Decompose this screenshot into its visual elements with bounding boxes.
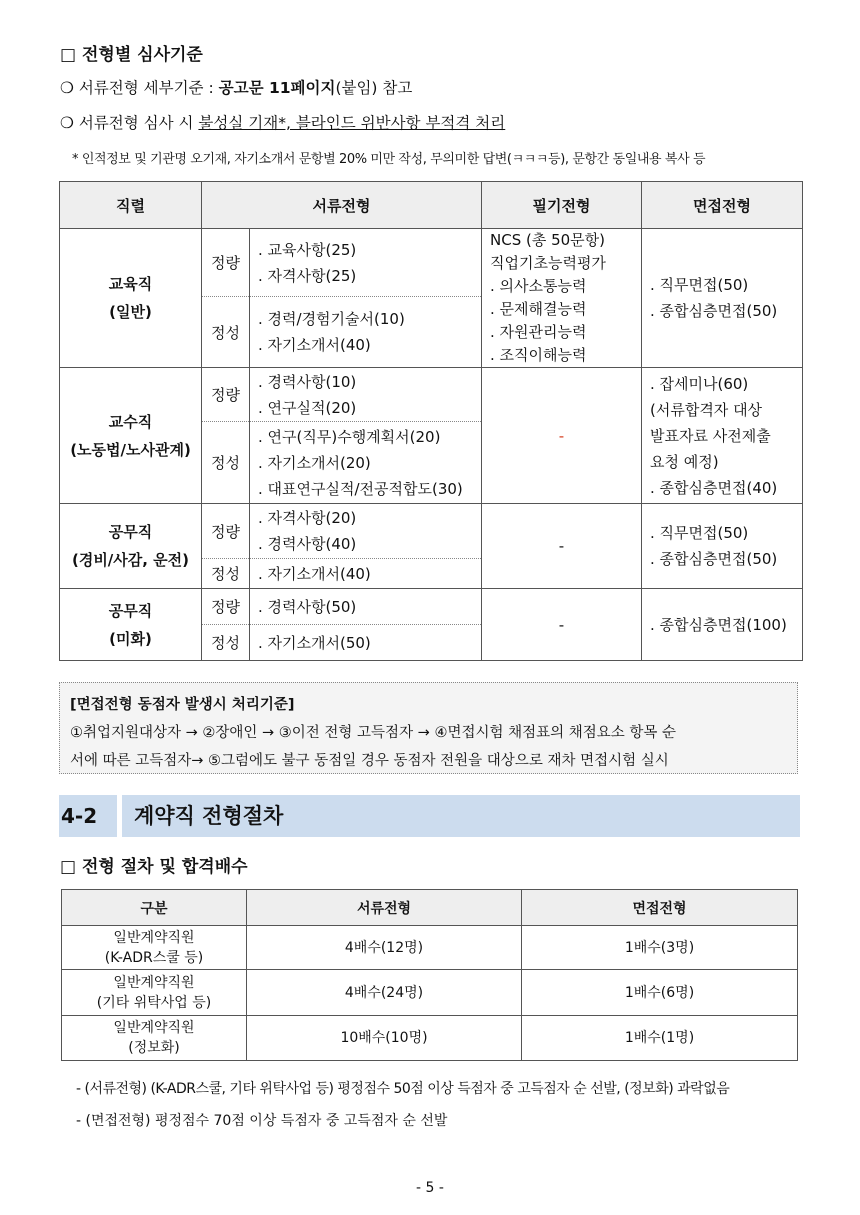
list-item: . 자기소개서(40) [258, 336, 371, 355]
note-document-selection: - (서류전형) (K-ADR스쿨, 기타 위탁사업 등) 평정점수 50점 이상 득점자 중 고득점자 순 선발, (정보화) 과락없음 [76, 1081, 730, 1097]
header-written: 필기전형 [482, 182, 642, 229]
doc-cell: 4배수(24명) [247, 970, 522, 1016]
list-item: . 경력사항(40) [258, 535, 357, 553]
doc-cell: 4배수(12명) [247, 926, 522, 970]
bullet-document-criteria-prefix: ❍ 서류전형 세부기준 : [60, 79, 219, 97]
qual-items [250, 297, 482, 368]
category-name: 일반계약직원 [113, 1020, 195, 1036]
list-item: 발표자료 사전제출 [650, 426, 771, 445]
job-name: 공무직 [108, 601, 153, 620]
interview-cell [642, 589, 803, 661]
category-sub: (정보화) [128, 1040, 180, 1056]
category-cell [62, 970, 247, 1016]
list-item: . 자기소개서(50) [258, 633, 371, 652]
list-item: . 경력/경험기술서(10) [258, 310, 405, 329]
qual-label: 정성 [202, 297, 250, 368]
table-row [62, 1016, 798, 1061]
list-item: . 종합심층면접(50) [650, 550, 778, 568]
list-item: . 경력사항(50) [258, 597, 357, 616]
bullet-document-criteria-suffix: (붙임) 참고 [335, 79, 413, 97]
bullet-document-criteria-bold: 공고문 11페이지 [218, 79, 336, 97]
list-item: . 종합심층면접(50) [650, 302, 778, 320]
list-item: . 연구실적(20) [258, 398, 357, 417]
job-sub: (미화) [109, 629, 152, 648]
quant-label: 정량 [202, 368, 250, 422]
interview-cell: 1배수(1명) [522, 1016, 798, 1061]
list-item: . 의사소통능력 [490, 277, 587, 295]
table-header-row [60, 182, 803, 229]
category-cell [62, 1016, 247, 1061]
chapter-number: 4-2 [59, 795, 117, 837]
job-name: 교수직 [108, 412, 153, 431]
list-item: . 조직이해능력 [490, 346, 587, 364]
section-title-screening-criteria: □ 전형별 심사기준 [60, 45, 203, 65]
interview-cell: 1배수(3명) [522, 926, 798, 970]
qual-label: 정성 [202, 559, 250, 589]
job-cell [60, 589, 202, 661]
tiebreak-title: [면접전형 동점자 발생시 처리기준] [70, 697, 295, 713]
doc-cell: 10배수(10명) [247, 1016, 522, 1061]
bullet-disqualification-underlined: 불성실 기재*, 블라인드 위반사항 부적격 처리 [198, 114, 506, 132]
bullet-disqualification-prefix: ❍ 서류전형 심사 시 [60, 114, 199, 132]
header-document: 서류전형 [202, 182, 482, 229]
list-item: . 잡세미나(60) [650, 374, 749, 393]
job-sub: (일반) [109, 303, 152, 321]
chapter-heading [59, 795, 800, 837]
category-sub: (기타 위탁사업 등) [96, 994, 212, 1011]
bullet-document-criteria [60, 76, 412, 98]
category-sub: (K-ADR스쿨 등) [104, 949, 204, 966]
header-job: 직렬 [60, 182, 202, 229]
category-cell [62, 926, 247, 970]
qual-items [250, 559, 482, 589]
interview-cell [642, 229, 803, 368]
contract-procedure-table [61, 889, 798, 1061]
list-item: . 대표연구실적/전공적합도(30) [258, 479, 463, 498]
table-row [60, 589, 803, 625]
job-cell [60, 504, 202, 589]
list-item: . 문제해결능력 [490, 300, 587, 318]
list-item: . 자기소개서(20) [258, 453, 371, 472]
quant-items [250, 589, 482, 625]
list-item: (서류합격자 대상 [650, 400, 763, 419]
table-row [62, 926, 798, 970]
table-row [62, 970, 798, 1016]
job-sub: (경비/사감, 운전) [71, 551, 190, 569]
list-item: . 종합심층면접(40) [650, 478, 778, 497]
list-item: . 자격사항(25) [258, 266, 357, 285]
tiebreak-rule-box [59, 682, 798, 774]
interview-cell: 1배수(6명) [522, 970, 798, 1016]
note-interview-selection: - (면접전형) 평정점수 70점 이상 득점자 중 고득점자 순 선발 [76, 1113, 448, 1129]
header-interview: 면접전형 [522, 890, 798, 926]
written-cell-empty: - [482, 589, 642, 661]
qual-items [250, 422, 482, 504]
written-cell-empty: - [482, 504, 642, 589]
list-item: . 자기소개서(40) [258, 564, 371, 583]
quant-items [250, 229, 482, 297]
tiebreak-line-1: ①취업지원대상자 → ②장애인 → ③이전 전형 고득점자 → ④면접시험 채점표의 채점요소 항목 순 [70, 725, 676, 741]
qual-label: 정성 [202, 625, 250, 661]
list-item: . 직무면접(50) [650, 276, 749, 294]
list-item: . 자격사항(20) [258, 509, 357, 527]
table-row [60, 229, 803, 297]
interview-cell [642, 368, 803, 504]
list-item: . 교육사항(25) [258, 240, 357, 259]
job-name: 공무직 [108, 523, 153, 541]
list-item: . 자원관리능력 [490, 323, 587, 341]
list-item: . 경력사항(10) [258, 372, 357, 391]
header-category: 구분 [62, 890, 247, 926]
tiebreak-line-2: 서에 따른 고득점자→ ⑤그럼에도 불구 동점일 경우 동점자 전원을 대상으로 재차 면접시험 실시 [70, 753, 669, 769]
bullet-disqualification [60, 111, 505, 133]
job-sub: (노동법/노사관계) [70, 440, 191, 459]
table-header-row [62, 890, 798, 926]
page-number: - 5 - [416, 1180, 444, 1196]
list-item: 요청 예정) [650, 452, 719, 471]
screening-criteria-table [59, 181, 803, 661]
table-row [60, 504, 803, 559]
list-item: . 직무면접(50) [650, 524, 749, 542]
category-name: 일반계약직원 [113, 929, 195, 946]
list-item: . 종합심층면접(100) [650, 615, 787, 634]
list-item: . 연구(직무)수행계획서(20) [258, 427, 441, 446]
chapter-title: 계약직 전형절차 [122, 795, 800, 837]
written-cell [482, 229, 642, 368]
list-item: NCS (총 50문항) [490, 231, 606, 249]
quant-items [250, 504, 482, 559]
job-cell [60, 368, 202, 504]
header-document: 서류전형 [247, 890, 522, 926]
footnote-insincere-entries: * 인적정보 및 기관명 오기재, 자기소개서 문항별 20% 미만 작성, 무의미한 답변(ㅋㅋㅋ등), 문항간 동일내용 복사 등 [72, 152, 706, 167]
job-name: 교육직 [108, 275, 153, 293]
written-cell-empty: - [482, 368, 642, 504]
quant-items [250, 368, 482, 422]
table-row [60, 368, 803, 422]
interview-cell [642, 504, 803, 589]
quant-label: 정량 [202, 229, 250, 297]
qual-items [250, 625, 482, 661]
header-interview: 면접전형 [642, 182, 803, 229]
category-name: 일반계약직원 [113, 974, 195, 991]
job-cell [60, 229, 202, 368]
qual-label: 정성 [202, 422, 250, 504]
quant-label: 정량 [202, 589, 250, 625]
section-title-procedure: □ 전형 절차 및 합격배수 [60, 857, 248, 877]
quant-label: 정량 [202, 504, 250, 559]
list-item: 직업기초능력평가 [490, 254, 606, 272]
